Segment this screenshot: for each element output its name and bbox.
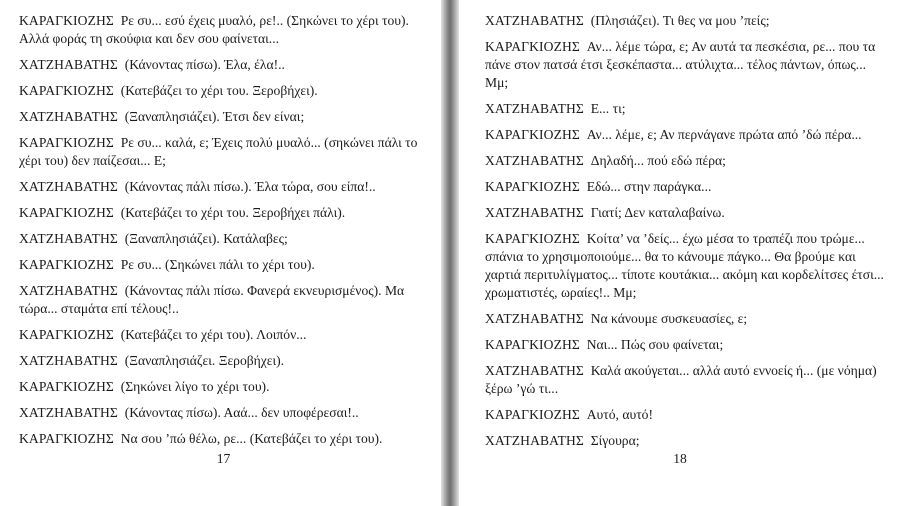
speaker-name: ΧΑΤΖΗΑΒΑΤΗΣ [19,353,118,368]
dialogue-text: (Κάνοντας πίσω). Ααά... δεν υποφέρεσαι!.. [124,405,359,420]
dialogue-line [19,378,427,396]
dialogue-text: Δηλαδή... πού εδώ πέρα; [590,153,726,168]
dialogue-text: (Κάνοντας πάλι πίσω.). Έλα τώρα, σου είπα!.. [124,179,376,194]
speaker-name: ΧΑΤΖΗΑΒΑΤΗΣ [19,231,118,246]
dialogue-text: Αν... λέμε τώρα, ε; Αν αυτά τα πεσκέσια, ρε... που τα πάνε στον πατσά έτσι ξεσκέπαστα... ατύλιχτα... τέλος πάντων, όπως... Μμ; [485,39,876,90]
dialogue-line [485,126,891,144]
dialogue-line [19,352,427,370]
dialogue-text: (Ξαναπλησιάζει). Κατάλαβες; [124,231,288,246]
dialogue-text: (Κάνοντας πάλι πίσω. Φανερά εκνευρισμένος). Μα τώρα... σταμάτα επί τέλους!.. [19,283,405,316]
dialogue-line [19,282,427,318]
speaker-name: ΚΑΡΑΓΚΙΟΖΗΣ [19,431,114,446]
dialogue-text: Αυτό, αυτό! [586,407,653,422]
dialogue-text: (Ξαναπλησιάζει. Ξεροβήχει). [124,353,285,368]
dialogue-line [19,404,427,422]
dialogue-text: (Κατεβάζει το χέρι του. Ξεροβήχει πάλι). [120,205,346,220]
left-page [0,0,441,506]
speaker-name: ΧΑΤΖΗΑΒΑΤΗΣ [19,179,118,194]
speaker-name: ΚΑΡΑΓΚΙΟΖΗΣ [485,179,580,194]
right-page [459,0,901,506]
speaker-name: ΚΑΡΑΓΚΙΟΖΗΣ [485,407,580,422]
dialogue-line [485,12,891,30]
speaker-name: ΧΑΤΖΗΑΒΑΤΗΣ [19,283,118,298]
left-page-number: 17 [216,451,231,466]
dialogue-line [485,204,891,222]
dialogue-text: Ναι... Πώς σου φαίνεται; [586,337,724,352]
dialogue-line [485,432,891,450]
speaker-name: ΧΑΤΖΗΑΒΑΤΗΣ [485,101,584,116]
dialogue-text: (Ξαναπλησιάζει). Έτσι δεν είναι; [124,109,305,124]
dialogue-text: Σίγουρα; [590,433,640,448]
left-page-dialogue [19,12,427,456]
speaker-name: ΚΑΡΑΓΚΙΟΖΗΣ [19,379,114,394]
speaker-name: ΧΑΤΖΗΑΒΑΤΗΣ [485,311,584,326]
dialogue-line [485,406,891,424]
dialogue-line [19,12,427,48]
dialogue-line [19,56,427,74]
dialogue-line [485,152,891,170]
dialogue-line [19,430,427,448]
speaker-name: ΚΑΡΑΓΚΙΟΖΗΣ [485,127,580,142]
dialogue-text: (Κατεβάζει το χέρι του. Ξεροβήχει). [120,83,318,98]
dialogue-line [485,310,891,328]
dialogue-text: Ρε συ... εσύ έχεις μυαλό, ρε!.. (Σηκώνει το χέρι του). Αλλά φοράς τη σκούφια και δεν σου φαίνεται... [19,13,409,46]
dialogue-line [485,336,891,354]
speaker-name: ΧΑΤΖΗΑΒΑΤΗΣ [19,405,118,420]
dialogue-text: (Σηκώνει λίγο το χέρι του). [120,379,270,394]
dialogue-text: Αν... λέμε, ε; Αν περνάγανε πρώτα από ’δώ πέρα... [586,127,862,142]
dialogue-text: Ρε συ... (Σηκώνει πάλι το χέρι του). [120,257,315,272]
dialogue-text: Εδώ... στην παράγκα... [586,179,712,194]
speaker-name: ΚΑΡΑΓΚΙΟΖΗΣ [485,39,580,54]
book-gutter [441,0,459,506]
dialogue-line [19,204,427,222]
dialogue-line [485,38,891,92]
speaker-name: ΚΑΡΑΓΚΙΟΖΗΣ [19,327,114,342]
dialogue-text: Γιατί; Δεν καταλαβαίνω. [590,205,725,220]
speaker-name: ΧΑΤΖΗΑΒΑΤΗΣ [19,57,118,72]
speaker-name: ΧΑΤΖΗΑΒΑΤΗΣ [485,153,584,168]
speaker-name: ΧΑΤΖΗΑΒΑΤΗΣ [485,13,584,28]
speaker-name: ΚΑΡΑΓΚΙΟΖΗΣ [19,135,114,150]
speaker-name: ΚΑΡΑΓΚΙΟΖΗΣ [19,13,114,28]
dialogue-line [485,362,891,398]
speaker-name: ΧΑΤΖΗΑΒΑΤΗΣ [485,433,584,448]
dialogue-text: Καλά ακούγεται... αλλά αυτό εννοείς ή... (με νόημα) ξέρω ’γώ τι... [485,363,877,396]
dialogue-line [485,230,891,302]
dialogue-text: Ε... τι; [590,101,626,116]
dialogue-line [485,178,891,196]
dialogue-text: (Κατεβάζει το χέρι του). Λοιπόν... [120,327,307,342]
dialogue-line [19,326,427,344]
dialogue-text: (Κάνοντας πίσω). Έλα, έλα!.. [124,57,285,72]
dialogue-line [19,82,427,100]
speaker-name: ΧΑΤΖΗΑΒΑΤΗΣ [485,363,584,378]
dialogue-text: Να σου ’πώ θέλω, ρε... (Κατεβάζει το χέρι του). [120,431,383,446]
dialogue-text: Κοίτα’ να ’δείς... έχω μέσα το τραπέζι που τρώμε... σπάνια το χρησιμοποιούμε... θα το κάνουμε πάγκο... Θα βρούμε και χαρτιά περιτυλίγματος... τίποτε κουτάκια... ακόμη και κορδελίτσες έτσι... χρωματιστές, ωραίες!.. Μμ; [485,231,884,300]
speaker-name: ΚΑΡΑΓΚΙΟΖΗΣ [19,205,114,220]
dialogue-text: Ρε συ... καλά, ε; Έχεις πολύ μυαλό... (σηκώνει πάλι το χέρι του) δεν παίζεσαι... Ε; [19,135,418,168]
speaker-name: ΚΑΡΑΓΚΙΟΖΗΣ [485,231,580,246]
dialogue-line [19,108,427,126]
speaker-name: ΚΑΡΑΓΚΙΟΖΗΣ [19,83,114,98]
dialogue-text: Να κάνουμε συσκευασίες, ε; [590,311,748,326]
dialogue-line [485,100,891,118]
speaker-name: ΧΑΤΖΗΑΒΑΤΗΣ [19,109,118,124]
speaker-name: ΚΑΡΑΓΚΙΟΖΗΣ [19,257,114,272]
dialogue-line [19,230,427,248]
dialogue-line [19,134,427,170]
dialogue-text: (Πλησιάζει). Τι θες να μου ’πείς; [590,13,770,28]
speaker-name: ΚΑΡΑΓΚΙΟΖΗΣ [485,337,580,352]
dialogue-line [19,178,427,196]
dialogue-line [19,256,427,274]
right-page-number: 18 [673,451,687,466]
speaker-name: ΧΑΤΖΗΑΒΑΤΗΣ [485,205,584,220]
right-page-dialogue [485,12,891,458]
